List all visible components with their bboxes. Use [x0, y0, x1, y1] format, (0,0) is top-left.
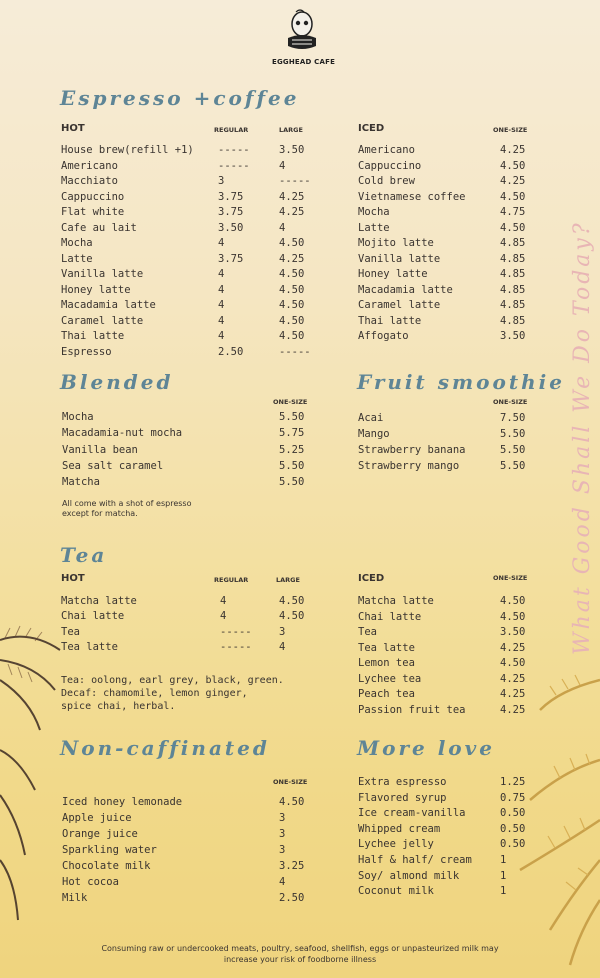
tea-iced-item-name: Peach tea: [358, 688, 415, 700]
blended-note-line1: All come with a shot of espresso: [62, 499, 192, 508]
tea-iced-item-price: 4.50: [500, 657, 526, 669]
palm-leaves-left: [0, 620, 70, 950]
espresso-hot-item-large-price: 4: [279, 159, 286, 172]
espresso-hot-item-regular-price: 4: [218, 299, 225, 311]
tea-hot-label: HOT: [61, 573, 85, 584]
morelove-item-price: 1: [500, 854, 507, 866]
tea-hot-item-regular-price: -----: [220, 625, 252, 638]
noncaf-item-name: Apple juice: [62, 812, 132, 824]
espresso-hot-item-regular-price: 4: [218, 237, 225, 249]
espresso-hot-item-large-price: 4.25: [279, 190, 305, 203]
noncaf-item-name: Sparkling water: [62, 844, 157, 856]
espresso-iced-item-name: Mocha: [358, 206, 390, 218]
noncaf-item-name: Chocolate milk: [62, 860, 151, 872]
espresso-hot-item-name: Caramel latte: [61, 314, 144, 327]
espresso-hot-item-name: Thai latte: [61, 330, 125, 342]
tea-iced-item-price: 3.50: [500, 626, 526, 638]
espresso-hot-item-name: Mocha: [61, 237, 93, 249]
cafe-name: EGGHEAD CAFE: [272, 58, 336, 66]
smoothie-item-name: Strawberry banana: [358, 444, 466, 456]
espresso-hot-item-large-price: -----: [279, 175, 311, 187]
blended-item-name: Sea salt caramel: [62, 459, 164, 472]
espresso-iced-item-name: Vietnamese coffee: [358, 190, 466, 203]
morelove-item-price: 1: [500, 869, 507, 882]
espresso-hot-label: HOT: [61, 123, 85, 134]
smoothie-item-price: 7.50: [500, 412, 526, 424]
espresso-hot-item-regular-price: 3.75: [218, 252, 244, 265]
blended-item-price: 5.50: [279, 411, 305, 423]
espresso-hot-item-name: Macadamia latte: [61, 299, 156, 311]
morelove-item-name: Soy/ almond milk: [358, 869, 460, 882]
noncaf-section-title: Non-caffinated: [60, 736, 270, 760]
espresso-iced-item-price: 4.85: [500, 299, 526, 311]
espresso-iced-item-name: Americano: [358, 144, 415, 156]
espresso-iced-item-name: Thai latte: [358, 314, 422, 327]
espresso-iced-item-price: 4.85: [500, 283, 526, 296]
espresso-hot-item-regular-price: 4: [218, 268, 225, 280]
tea-iced-item-price: 4.25: [500, 672, 526, 685]
tea-iced-item-name: Matcha latte: [358, 595, 434, 607]
tea-iced-item-price: 4.25: [500, 703, 526, 716]
tea-iced-item-price: 4.50: [500, 595, 526, 607]
noncaf-item-name: Hot cocoa: [62, 876, 119, 888]
noncaf-item-name: Orange juice: [62, 828, 138, 840]
espresso-iced-item-price: 4.75: [500, 206, 526, 218]
espresso-hot-item-regular-price: -----: [218, 159, 250, 172]
tea-iced-item-name: Tea latte: [358, 641, 415, 654]
tea-iced-item-name: Chai latte: [358, 610, 422, 623]
espresso-section-title: Espresso +coffee: [60, 86, 300, 110]
smoothie-item-price: 5.50: [500, 444, 526, 456]
blended-item-name: Mocha: [62, 411, 94, 423]
morelove-item-price: 0.50: [500, 838, 526, 851]
espresso-hot-item-large-price: 4.50: [279, 299, 305, 311]
espresso-hot-item-name: Americano: [61, 159, 118, 172]
noncaf-item-price: 3: [279, 844, 286, 856]
cafe-logo: [272, 8, 336, 70]
espresso-hot-item-large-price: 4.50: [279, 283, 305, 296]
espresso-onesize-label: ONE-SIZE: [493, 126, 528, 134]
blended-item-name: Vanilla bean: [62, 443, 138, 456]
side-tagline: [520, 170, 600, 670]
smoothie-item-name: Strawberry mango: [358, 460, 460, 472]
tea-note-line3: spice chai, herbal.: [61, 701, 176, 712]
morelove-item-name: Flavored syrup: [358, 791, 447, 804]
morelove-item-name: Extra espresso: [358, 776, 447, 788]
noncaf-item-name: Iced honey lemonade: [62, 796, 183, 808]
espresso-hot-item-name: Espresso: [61, 345, 112, 358]
espresso-hot-item-name: Cappuccino: [61, 190, 125, 203]
tea-hot-item-name: Tea latte: [61, 640, 118, 653]
morelove-section-title: More love: [357, 736, 495, 760]
morelove-item-name: Half & half/ cream: [358, 854, 472, 866]
food-safety-disclaimer: [40, 943, 560, 965]
tea-section-title: Tea: [60, 543, 108, 567]
espresso-hot-item-name: Latte: [61, 252, 93, 265]
tea-iced-item-price: 4.25: [500, 641, 526, 654]
espresso-hot-item-regular-price: 2.50: [218, 345, 244, 358]
tea-iced-item-price: 4.50: [500, 610, 526, 623]
espresso-iced-item-price: 4.85: [500, 314, 526, 327]
noncaf-item-name: Milk: [62, 892, 88, 904]
morelove-item-price: 0.50: [500, 822, 526, 835]
tea-hot-item-name: Matcha latte: [61, 595, 137, 607]
espresso-hot-item-name: Macchiato: [61, 175, 118, 187]
tea-large-label: LARGE: [276, 576, 300, 584]
smoothie-onesize-label: ONE-SIZE: [493, 398, 528, 406]
tea-hot-item-name: Tea: [61, 625, 80, 638]
noncaf-item-price: 3: [279, 828, 286, 840]
espresso-iced-item-price: 4.25: [500, 175, 526, 187]
noncaf-item-price: 3: [279, 812, 286, 824]
tea-iced-item-name: Passion fruit tea: [358, 703, 466, 716]
tea-hot-item-name: Chai latte: [61, 610, 125, 623]
blended-item-price: 5.75: [279, 427, 305, 440]
blended-onesize-label: ONE-SIZE: [273, 398, 308, 406]
espresso-large-label: LARGE: [279, 126, 303, 134]
tea-hot-item-large-price: 4.50: [279, 610, 305, 623]
noncaf-item-price: 4: [279, 876, 286, 888]
disclaimer-line2: increase your risk of foodborne illness: [223, 955, 377, 964]
espresso-hot-item-regular-price: 4: [218, 330, 225, 342]
espresso-hot-item-large-price: 4.25: [279, 252, 305, 265]
espresso-iced-item-price: 4.25: [500, 144, 526, 156]
espresso-hot-item-regular-price: 3.50: [218, 221, 244, 234]
blended-item-price: 5.25: [279, 443, 305, 456]
espresso-hot-item-regular-price: 4: [218, 314, 225, 327]
espresso-hot-item-large-price: 4: [279, 221, 286, 234]
espresso-iced-item-price: 4.85: [500, 237, 526, 249]
tea-iced-item-price: 4.25: [500, 688, 526, 700]
espresso-hot-item-large-price: 3.50: [279, 144, 305, 156]
espresso-iced-item-price: 4.85: [500, 268, 526, 280]
espresso-iced-item-price: 4.85: [500, 252, 526, 265]
blended-item-price: 5.50: [279, 476, 305, 489]
espresso-hot-item-large-price: 4.25: [279, 206, 305, 218]
espresso-iced-label: ICED: [358, 123, 385, 134]
tea-iced-label: ICED: [358, 573, 385, 584]
espresso-iced-item-name: Cold brew: [358, 175, 415, 187]
morelove-item-name: Coconut milk: [358, 885, 434, 898]
tea-hot-item-regular-price: 4: [220, 595, 227, 607]
espresso-hot-item-large-price: -----: [279, 345, 311, 358]
espresso-hot-item-large-price: 4.50: [279, 268, 305, 280]
espresso-hot-item-regular-price: 3.75: [218, 206, 244, 218]
tea-hot-item-regular-price: -----: [220, 640, 252, 653]
smoothie-item-price: 5.50: [500, 460, 526, 472]
morelove-item-name: Lychee jelly: [358, 838, 434, 851]
morelove-item-name: Whipped cream: [358, 822, 441, 835]
espresso-hot-item-regular-price: 3: [218, 175, 225, 187]
espresso-hot-item-name: House brew(refill +1): [61, 144, 194, 156]
smoothie-item-name: Mango: [358, 428, 390, 440]
espresso-hot-item-name: Flat white: [61, 206, 125, 218]
morelove-item-price: 0.50: [500, 807, 526, 820]
espresso-hot-item-name: Cafe au lait: [61, 221, 137, 234]
espresso-iced-item-name: Caramel latte: [358, 299, 441, 311]
morelove-item-price: 1: [500, 885, 507, 898]
smoothie-section-title: Fruit smoothie: [357, 370, 565, 394]
blended-note-line2: except for matcha.: [62, 509, 138, 518]
side-tagline-text: What Good Shall We Do Today?: [570, 220, 595, 655]
tea-hot-item-large-price: 4.50: [279, 595, 305, 607]
smoothie-item-price: 5.50: [500, 428, 526, 440]
tea-iced-item-name: Lemon tea: [358, 657, 415, 669]
noncaf-item-price: 3.25: [279, 860, 305, 872]
noncaf-onesize-label: ONE-SIZE: [273, 778, 308, 786]
palm-leaves-right: [480, 670, 600, 970]
blended-item-price: 5.50: [279, 459, 305, 472]
tea-iced-item-name: Tea: [358, 626, 377, 638]
espresso-hot-item-regular-price: -----: [218, 144, 250, 156]
noncaf-item-price: 2.50: [279, 892, 305, 904]
espresso-iced-item-price: 4.50: [500, 190, 526, 203]
espresso-hot-item-name: Honey latte: [61, 283, 131, 296]
espresso-iced-item-price: 3.50: [500, 330, 526, 342]
tea-hot-item-large-price: 3: [279, 625, 286, 638]
espresso-regular-label: REGULAR: [214, 126, 249, 134]
morelove-item-price: 1.25: [500, 776, 526, 788]
espresso-hot-item-regular-price: 3.75: [218, 190, 244, 203]
espresso-iced-item-name: Mojito latte: [358, 237, 434, 249]
noncaf-item-price: 4.50: [279, 796, 305, 808]
espresso-hot-item-name: Vanilla latte: [61, 268, 144, 280]
espresso-iced-item-name: Latte: [358, 221, 390, 234]
morelove-item-price: 0.75: [500, 791, 526, 804]
espresso-hot-item-regular-price: 4: [218, 283, 225, 296]
tea-note-line1: Tea: oolong, earl grey, black, green.: [61, 675, 284, 686]
espresso-iced-item-name: Honey latte: [358, 268, 428, 280]
blended-item-name: Macadamia-nut mocha: [62, 427, 183, 440]
espresso-hot-item-large-price: 4.50: [279, 314, 305, 327]
espresso-hot-item-large-price: 4.50: [279, 330, 305, 342]
blended-item-name: Matcha: [62, 476, 100, 489]
tea-note-line2: Decaf: chamomile, lemon ginger,: [61, 688, 248, 699]
tea-onesize-label: ONE-SIZE: [493, 574, 528, 582]
egghead-mascot-icon: [282, 8, 322, 54]
smoothie-item-name: Acai: [358, 412, 384, 424]
morelove-item-name: Ice cream-vanilla: [358, 807, 466, 820]
disclaimer-line1: Consuming raw or undercooked meats, poultry, seafood, shellfish, eggs or unpasteurized milk may: [101, 944, 499, 953]
tea-hot-item-regular-price: 4: [220, 610, 227, 623]
espresso-iced-item-name: Macadamia latte: [358, 283, 453, 296]
espresso-iced-item-price: 4.50: [500, 159, 526, 172]
tea-regular-label: REGULAR: [214, 576, 249, 584]
espresso-iced-item-name: Vanilla latte: [358, 252, 441, 265]
blended-section-title: Blended: [60, 370, 174, 394]
espresso-iced-item-name: Affogato: [358, 330, 409, 342]
tea-iced-item-name: Lychee tea: [358, 672, 422, 685]
espresso-iced-item-name: Cappuccino: [358, 159, 422, 172]
espresso-iced-item-price: 4.50: [500, 221, 526, 234]
espresso-hot-item-large-price: 4.50: [279, 237, 305, 249]
tea-hot-item-large-price: 4: [279, 640, 286, 653]
